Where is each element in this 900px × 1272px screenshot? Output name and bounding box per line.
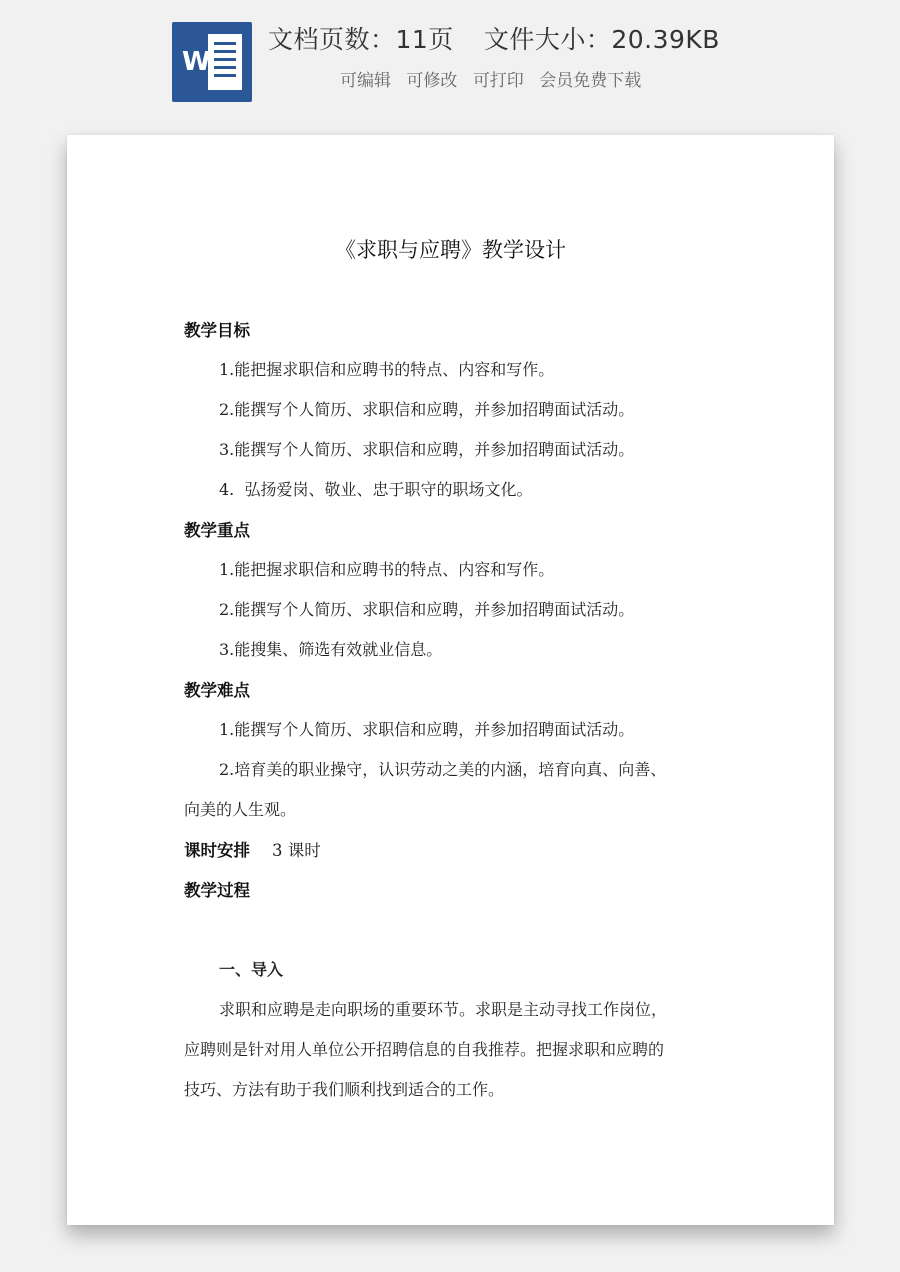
- section-heading-key-points: 教学重点: [184, 521, 250, 540]
- section-heading-difficulties: 教学难点: [184, 681, 250, 700]
- word-icon-letter: W: [182, 47, 211, 77]
- feature-modifiable: 可修改: [406, 71, 458, 91]
- objective-item-3: 3.能撰写个人简历、求职信和应聘，并参加招聘面试活动。: [219, 440, 635, 459]
- section-heading-objectives: 教学目标: [184, 321, 250, 340]
- difficulty-item-2: 2.培育美的职业操守，认识劳动之美的内涵，培育向真、向善、: [219, 760, 667, 779]
- feature-member-download: 会员免费下载: [539, 71, 642, 91]
- intro-paragraph-line-3: 技巧、方法有助于我们顺利找到适合的工作。: [184, 1080, 505, 1099]
- document-info-header: [0, 0, 900, 120]
- intro-paragraph-line-2: 应聘则是针对用人单位公开招聘信息的自我推荐。把握求职和应聘的: [184, 1040, 665, 1059]
- key-point-item-1: 1.能把握求职信和应聘书的特点、内容和写作。: [219, 560, 555, 579]
- difficulty-item-1: 1.能撰写个人简历、求职信和应聘，并参加招聘面试活动。: [219, 720, 635, 739]
- section-heading-schedule: 课时安排: [184, 841, 250, 860]
- difficulty-item-2-continuation: 向美的人生观。: [184, 800, 297, 819]
- objective-item-4: 4. 弘扬爱岗、敬业、忠于职守的职场文化。: [219, 480, 533, 499]
- section-schedule: [184, 837, 321, 861]
- key-point-item-2: 2.能撰写个人简历、求职信和应聘，并参加招聘面试活动。: [219, 600, 635, 619]
- document-title: 《求职与应聘》教学设计: [335, 238, 566, 262]
- subsection-heading-intro: 一、导入: [219, 960, 284, 979]
- word-document-icon: [172, 22, 252, 102]
- file-info-title: [268, 20, 720, 56]
- objective-item-2: 2.能撰写个人简历、求职信和应聘，并参加招聘面试活动。: [219, 400, 635, 419]
- document-page: [67, 135, 834, 1225]
- schedule-value: 3 课时: [272, 841, 321, 860]
- file-size: 文件大小：20.39KB: [483, 25, 720, 54]
- page-count: 文档页数：11页: [268, 25, 454, 54]
- section-heading-process: 教学过程: [184, 881, 250, 900]
- intro-paragraph-line-1: 求职和应聘是走向职场的重要环节。求职是主动寻找工作岗位，: [219, 1000, 668, 1019]
- key-point-item-3: 3.能搜集、筛选有效就业信息。: [219, 640, 443, 659]
- feature-list: [340, 66, 651, 91]
- objective-item-1: 1.能把握求职信和应聘书的特点、内容和写作。: [219, 360, 555, 379]
- feature-printable: 可打印: [472, 71, 524, 91]
- feature-editable: 可编辑: [340, 71, 391, 91]
